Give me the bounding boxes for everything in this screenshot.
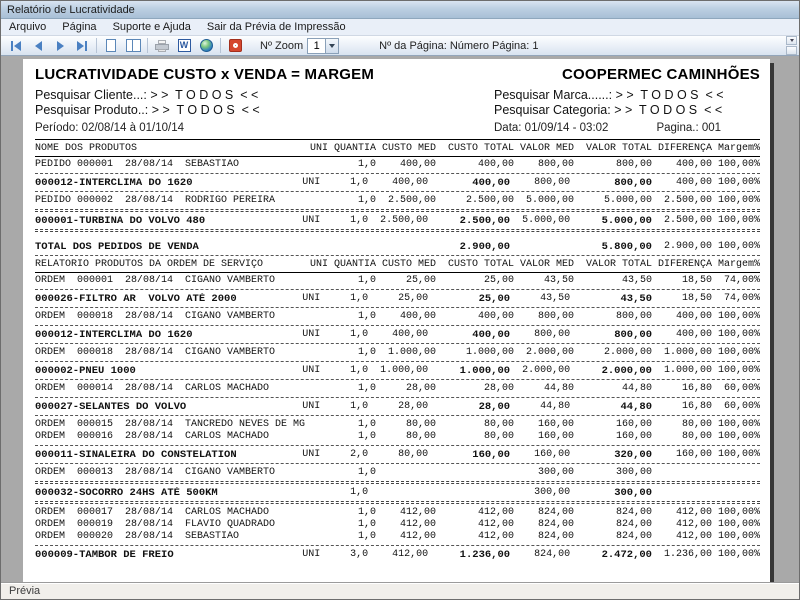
- prev-page-button[interactable]: [27, 37, 49, 54]
- toolbar-separator: [147, 38, 148, 53]
- close-icon: [229, 39, 242, 52]
- table-header-row: NOME DOS PRODUTOS UNI QUANTIA CUSTO MED CUSTO TOTAL VALOR MED VALOR TOTAL DIFERENÇA Margem%: [35, 143, 760, 154]
- title-bar[interactable]: [1, 1, 799, 19]
- table-row: PEDIDO 000001 28/08/14 SEBASTIÃO 1,0 400,00 400,00 800,00 800,00 400,00 100,00%: [35, 159, 760, 170]
- filter-categoria: Pesquisar Categoria: > > T O D O S < <: [494, 103, 723, 117]
- report-title-row: [35, 66, 760, 83]
- print-button[interactable]: [151, 37, 173, 54]
- menu-bar: [1, 19, 799, 36]
- menu-pagina[interactable]: Página: [62, 21, 97, 33]
- toolbar-overflow-button[interactable]: [786, 36, 797, 45]
- report-title-right: COOPERMEC CAMINHÕES: [562, 66, 760, 83]
- table-row: 000002-PNEU 1000 UNI 1,0 1.000,00 1.000,00 2.000,00 2.000,00 1.000,00 100,00%: [35, 365, 760, 377]
- separator-dash: [35, 191, 760, 192]
- separator-solid: [35, 156, 760, 157]
- separator-dash: [35, 325, 760, 326]
- toolbar-separator: [96, 38, 97, 53]
- table-row: ORDEM 000018 28/08/14 CIGANO VAMBERTO 1,0 1.000,00 1.000,00 2.000,00 2.000,00 1.000,00 100,00%: [35, 347, 760, 358]
- report-filters: [35, 88, 760, 118]
- table-row: 000032-SOCORRO 24HS ATÉ 500KM 1,0 300,00 300,00: [35, 487, 652, 499]
- separator-dash: [35, 463, 760, 464]
- separator-dash: [35, 255, 760, 256]
- report-page-number: Pagina.: 001: [656, 122, 722, 134]
- last-page-icon: [77, 41, 84, 51]
- separator-eq: [35, 481, 760, 484]
- word-icon: W: [178, 39, 191, 52]
- first-page-icon: [11, 41, 13, 51]
- table-row: ORDEM 000014 28/08/14 CARLOS MACHADO 1,0 28,00 28,00 44,80 44,80 16,80 60,00%: [35, 383, 760, 394]
- report-title-left: LUCRATIVIDADE CUSTO x VENDA = MARGEM: [35, 66, 375, 83]
- table-row: 000001-TURBINA DO VOLVO 480 UNI 1,0 2.500,00 2.500,00 5.000,00 5.000,00 2.500,00 100,00%: [35, 215, 760, 227]
- toolbar-overflow: [786, 36, 797, 55]
- filter-marca: Pesquisar Marca......: > > T O D O S < <: [494, 88, 724, 102]
- separator-dash: [35, 397, 760, 398]
- separator-dash: [35, 343, 760, 344]
- menu-arquivo[interactable]: Arquivo: [9, 21, 47, 33]
- export-word-button[interactable]: [173, 37, 195, 54]
- report-period-row: [35, 122, 760, 140]
- preview-area: [1, 56, 799, 582]
- chevron-down-icon: [790, 39, 794, 42]
- zoom-value: 1: [313, 39, 320, 52]
- window-title: Relatório de Lucratividade: [7, 3, 135, 16]
- table-row: ORDEM 000016 28/08/14 CARLOS MACHADO 1,0 80,00 80,00 160,00 160,00 80,00 100,00%: [35, 431, 760, 442]
- separator-dash: [35, 173, 760, 174]
- table-row: 000026-FILTRO AR VOLVO ATÉ 2000 UNI 1,0 25,00 25,00 43,50 43,50 18,50 74,00%: [35, 293, 760, 305]
- single-page-icon: [106, 39, 116, 52]
- table-total-row: TOTAL DOS PEDIDOS DE VENDA 2.900,00 5.800,00 2.900,00 100,00%: [35, 241, 760, 253]
- export-web-button[interactable]: [195, 37, 217, 54]
- separator-dash: [35, 545, 760, 546]
- zoom-label: Nº Zoom: [260, 39, 304, 52]
- close-preview-button[interactable]: [224, 37, 246, 54]
- separator-dash: [35, 361, 760, 362]
- table-row: ORDEM 000019 28/08/14 FLÁVIO QUADRADO 1,0 412,00 412,00 824,00 824,00 412,00 100,00%: [35, 519, 760, 530]
- toolbar-overflow-button-2[interactable]: [786, 46, 797, 55]
- separator-eq: [35, 229, 760, 232]
- prev-page-icon: [35, 41, 42, 51]
- toolbar: [1, 36, 799, 56]
- table-row: ORDEM 000013 28/08/14 CIGANO VAMBERTO 1,0 300,00 300,00: [35, 467, 652, 478]
- table-row: ORDEM 000017 28/08/14 CARLOS MACHADO 1,0 412,00 412,00 824,00 824,00 412,00 100,00%: [35, 507, 760, 518]
- two-pages-icon: [126, 39, 140, 52]
- separator-eq: [35, 501, 760, 504]
- report-page: [23, 59, 770, 582]
- report-period: Período: 02/08/14 à 01/10/14: [35, 122, 184, 134]
- separator-solid: [35, 272, 760, 273]
- table-row: ORDEM 000018 28/08/14 CIGANO VAMBERTO 1,0 400,00 400,00 800,00 800,00 400,00 100,00%: [35, 311, 760, 322]
- table-row: PEDIDO 000002 28/08/14 RODRIGO PEREIRA 1,0 2.500,00 2.500,00 5.000,00 5.000,00 2.500,00 100,00%: [35, 195, 760, 206]
- zoom-select[interactable]: [307, 38, 339, 54]
- menu-suporte-e-ajuda[interactable]: Suporte e Ajuda: [112, 21, 191, 33]
- filter-cliente: Pesquisar Cliente...: > > T O D O S < <: [35, 88, 259, 102]
- separator-dash: [35, 379, 760, 380]
- globe-icon: [200, 39, 213, 52]
- table-row: 000009-TAMBOR DE FREIO UNI 3,0 412,00 1.236,00 824,00 2.472,00 1.236,00 100,00%: [35, 549, 760, 561]
- first-page-button[interactable]: [5, 37, 27, 54]
- report-table: [35, 143, 760, 561]
- table-row: 000012-INTERCLIMA DO 1620 UNI 1,0 400,00 400,00 800,00 800,00 400,00 100,00%: [35, 329, 760, 341]
- next-page-icon: [57, 41, 64, 51]
- chevron-down-icon[interactable]: [325, 39, 338, 53]
- table-row: 000027-SELANTES DO VOLVO UNI 1,0 28,00 28,00 44,80 44,80 16,80 60,00%: [35, 401, 760, 413]
- last-page-button[interactable]: [71, 37, 93, 54]
- separator-dash: [35, 307, 760, 308]
- table-row: ORDEM 000020 28/08/14 SEBASTIÃO 1,0 412,00 412,00 824,00 824,00 412,00 100,00%: [35, 531, 760, 542]
- table-header-row: RELATÓRIO PRODUTOS DA ORDEM DE SERVIÇO UNI QUANTIA CUSTO MED CUSTO TOTAL VALOR MED VALOR TOTAL DIFERENÇA Margem%: [35, 259, 760, 270]
- single-page-view-button[interactable]: [100, 37, 122, 54]
- separator-dash: [35, 289, 760, 290]
- status-text: Prévia: [9, 585, 41, 597]
- status-bar: [1, 582, 799, 599]
- next-page-button[interactable]: [49, 37, 71, 54]
- printer-icon: [155, 40, 169, 52]
- table-row: ORDEM 000001 28/08/14 CIGANO VAMBERTO 1,0 25,00 25,00 43,50 43,50 18,50 74,00%: [35, 275, 760, 286]
- page-info-label: Nº da Página: Número Página: 1: [379, 39, 539, 52]
- table-row: ORDEM 000015 28/08/14 TANCREDO NEVES DE MG 1,0 80,00 80,00 160,00 160,00 80,00 100,00%: [35, 419, 760, 430]
- table-row: 000011-SINALEIRA DO CONSTELATION UNI 2,0 80,00 160,00 160,00 320,00 160,00 100,00%: [35, 449, 760, 461]
- separator-dash: [35, 415, 760, 416]
- separator-dash: [35, 445, 760, 446]
- table-row: 000012-INTERCLIMA DO 1620 UNI 1,0 400,00 400,00 800,00 800,00 400,00 100,00%: [35, 177, 760, 189]
- separator-eq: [35, 209, 760, 212]
- toolbar-separator: [220, 38, 221, 53]
- menu-sair-da-previa[interactable]: Sair da Prévia de Impressão: [206, 21, 346, 33]
- two-page-view-button[interactable]: [122, 37, 144, 54]
- report-datetime: Data: 01/09/14 - 03:02: [494, 122, 609, 134]
- filter-produto: Pesquisar Produto..: > > T O D O S < <: [35, 103, 260, 117]
